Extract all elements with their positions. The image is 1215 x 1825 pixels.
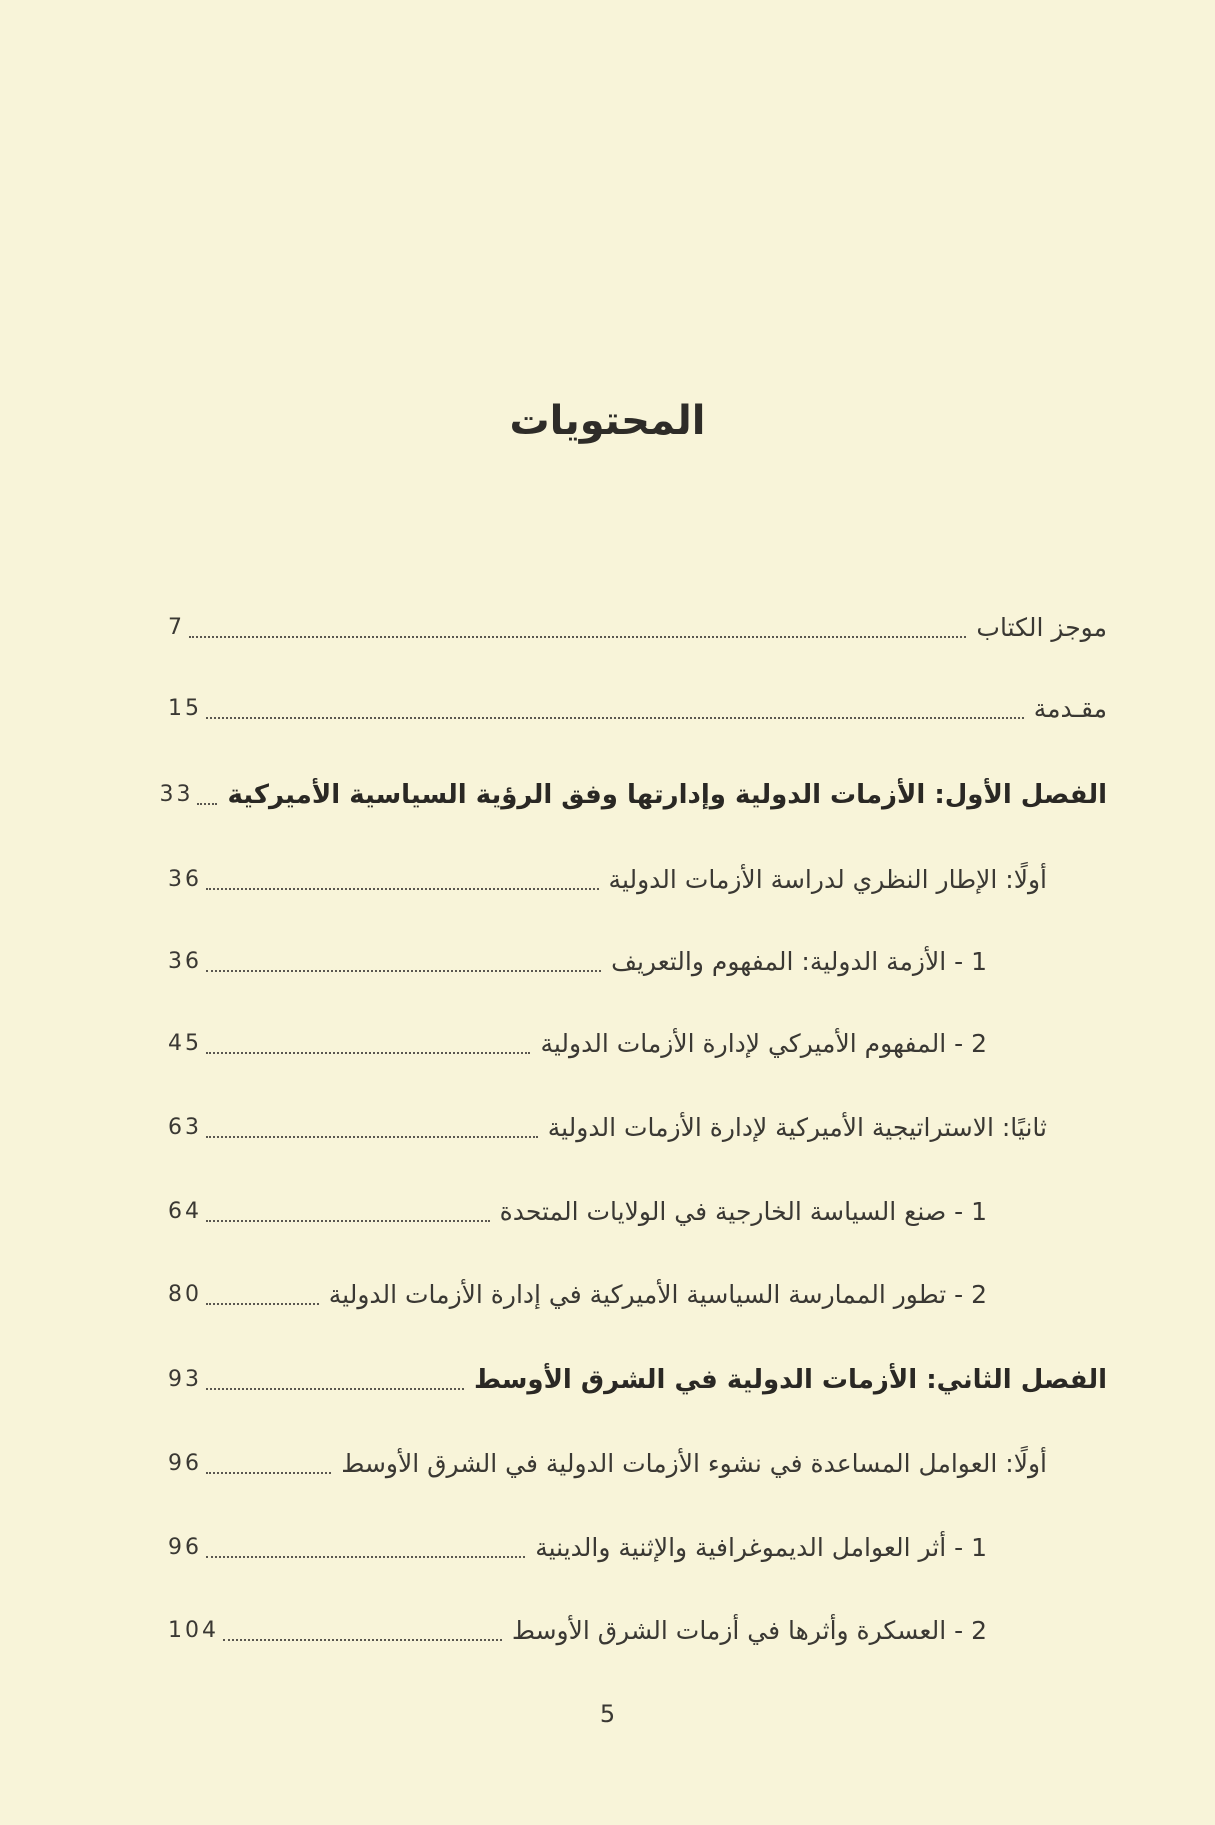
toc-entry-label: 2 - العسكرة وأثرها في أزمات الشرق الأوسط: [511, 1616, 987, 1645]
toc-entry-page: 7: [168, 615, 185, 640]
toc-entry-page: 104: [168, 1618, 219, 1643]
toc-entry-page: 96: [168, 1451, 202, 1476]
dot-leader: [223, 1639, 502, 1641]
dot-leader: [206, 1136, 538, 1138]
toc-entry: [168, 606, 1107, 650]
toc-entry-label: مقـدمة: [1033, 694, 1107, 723]
toc-entry-label: 2 - تطور الممارسة السياسية الأميركية في إدارة الأزمات الدولية: [328, 1280, 987, 1309]
toc-entry-page: 33: [159, 782, 194, 807]
toc-entry-page: 96: [168, 1535, 202, 1560]
toc-entry-label: الفصل الأول: الأزمات الدولية وإدارتها وفق الرؤية السياسية الأميركية: [227, 780, 1107, 810]
toc-chapter-entry: [159, 773, 1107, 817]
dot-leader: [206, 717, 1024, 719]
toc-entry-label: 1 - أثر العوامل الديموغرافية والإثنية والدينية: [535, 1533, 987, 1562]
toc-subsection-entry: [168, 940, 987, 984]
toc-entry-page: 45: [168, 1031, 202, 1056]
page-number: 5: [599, 1700, 616, 1728]
dot-leader: [189, 636, 966, 638]
toc-section-entry: [168, 1106, 1047, 1150]
toc-entry-label: 1 - صنع السياسة الخارجية في الولايات المتحدة: [499, 1197, 987, 1226]
toc-subsection-entry: [168, 1273, 987, 1317]
toc-entry-label: الفصل الثاني: الأزمات الدولية في الشرق الأوسط: [474, 1365, 1107, 1395]
dot-leader: [206, 1388, 464, 1390]
dot-leader: [197, 803, 217, 805]
dot-leader: [206, 888, 599, 890]
dot-leader: [206, 1052, 530, 1054]
toc-subsection-entry: [168, 1022, 987, 1066]
toc-entry-label: أولًا: العوامل المساعدة في نشوء الأزمات الدولية في الشرق الأوسط: [341, 1449, 1047, 1478]
toc-section-entry: [168, 1442, 1047, 1486]
toc-entry-page: 64: [168, 1199, 202, 1224]
page-title: المحتويات: [509, 398, 706, 444]
toc-entry-page: 36: [168, 867, 202, 892]
toc-entry-page: 15: [168, 696, 202, 721]
toc-entry-label: 1 - الأزمة الدولية: المفهوم والتعريف: [611, 947, 987, 976]
dot-leader: [206, 1556, 525, 1558]
toc-entry-page: 80: [168, 1282, 202, 1307]
dot-leader: [206, 1220, 490, 1222]
toc-entry-label: موجز الكتاب: [976, 613, 1107, 642]
toc-entry: [168, 687, 1107, 731]
dot-leader: [206, 1472, 331, 1474]
toc-entry-page: 63: [168, 1115, 202, 1140]
toc-section-entry: [168, 858, 1047, 902]
dot-leader: [206, 1303, 319, 1305]
toc-entry-label: أولًا: الإطار النظري لدراسة الأزمات الدولية: [608, 865, 1047, 894]
toc-entry-label: ثانيًا: الاستراتيجية الأميركية لإدارة الأزمات الدولية: [547, 1113, 1047, 1142]
toc-chapter-entry: [168, 1358, 1107, 1402]
toc-subsection-entry: [168, 1526, 987, 1570]
toc-entry-label: 2 - المفهوم الأميركي لإدارة الأزمات الدولية: [540, 1029, 987, 1058]
dot-leader: [206, 970, 601, 972]
toc-entry-page: 93: [168, 1367, 202, 1392]
toc-subsection-entry: [168, 1190, 987, 1234]
toc-entry-page: 36: [168, 949, 202, 974]
toc-subsection-entry: [168, 1609, 987, 1653]
